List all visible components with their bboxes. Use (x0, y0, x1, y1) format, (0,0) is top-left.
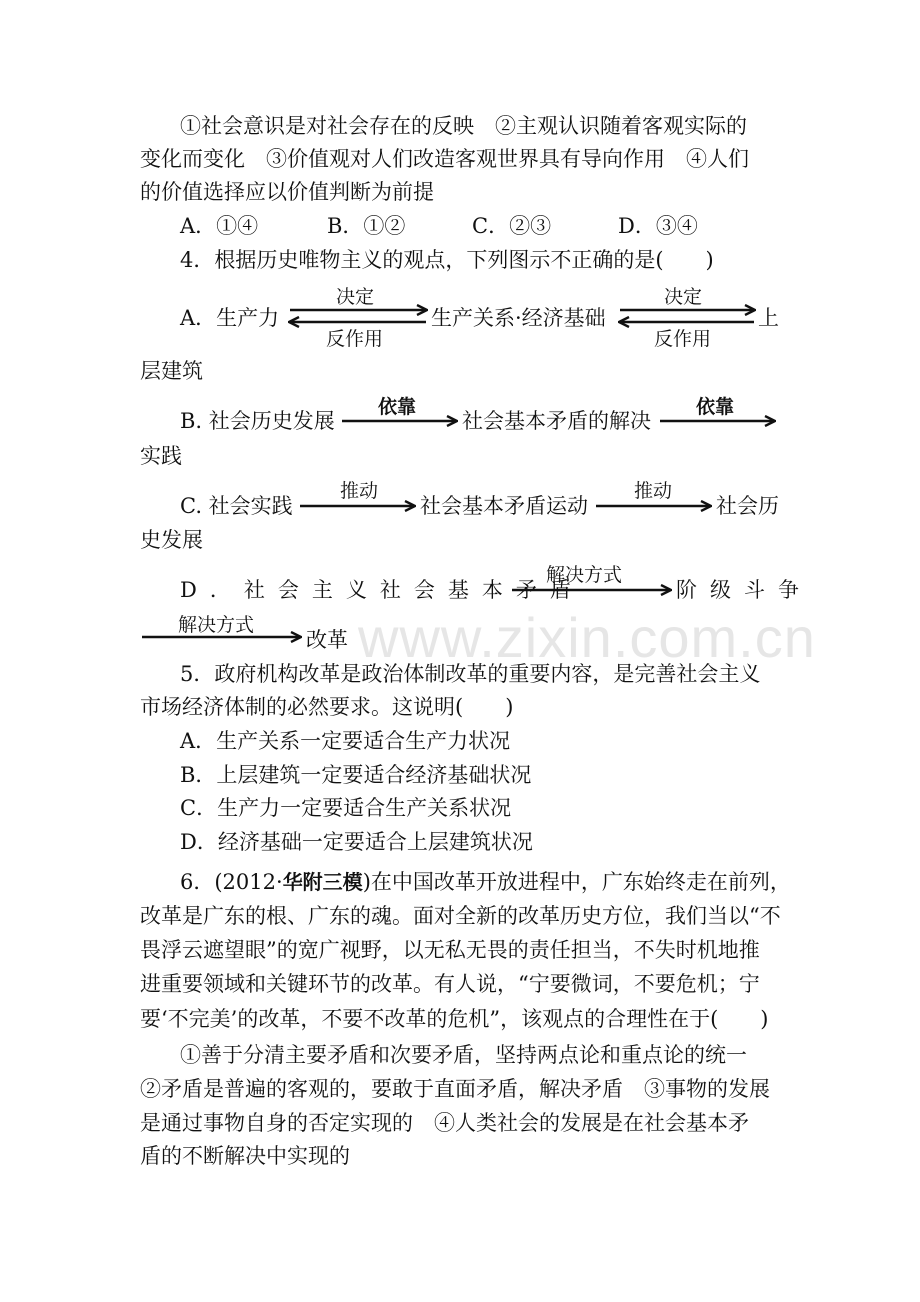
q3-option-c: C．②③ (472, 214, 552, 238)
q3-option-b: B．①② (327, 214, 406, 238)
q4-a-top-label-2: 决定 (664, 286, 703, 308)
q4-b-prefix: B. 社会历史发展 (180, 409, 335, 433)
q6-stem-line5: 要‘不完美’的改革，不要不改革的危机”，该观点的合理性在于( ) (140, 1007, 769, 1031)
q6-stem-line4: 进重要领域和关键环节的改革。有人说，“宁要微词，不要危机；宁 (140, 972, 760, 996)
q4-a-node2: 生产关系·经济基础 (431, 306, 606, 330)
q5-option-c: C．生产力一定要适合生产关系状况 (180, 796, 512, 820)
q4-b-label-1: 依靠 (378, 396, 417, 418)
q4-a-bottom-label-1: 反作用 (326, 328, 384, 350)
q6-statements-line1: ①善于分清主要矛盾和次要矛盾，坚持两点论和重点论的统一 (180, 1043, 747, 1067)
q6-stem-line2: 改革是广东的根、广东的魂。面对全新的改革历史方位，我们当以“不 (140, 904, 781, 928)
q3-option-a: A．①④ (180, 214, 259, 238)
q6-statements-line2: ②矛盾是普遍的客观的，要敢于直面矛盾，解决矛盾 ③事物的发展 (140, 1077, 770, 1101)
q4-d-label-1: 解决方式 (546, 564, 623, 586)
q4-a-prefix: A．生产力 (180, 306, 280, 330)
q3-statements-line3: 的价值选择应以价值判断为前提 (140, 180, 434, 204)
q5-option-b: B．上层建筑一定要适合经济基础状况 (180, 763, 532, 787)
q6-stem-line1 (180, 866, 791, 899)
q5-stem-line2: 市场经济体制的必然要求。这说明( ) (140, 695, 514, 719)
q5-option-a: A．生产关系一定要适合生产力状况 (180, 729, 511, 753)
q4-c-node3: 社会历 (716, 494, 779, 518)
watermark: www.zixin.com.cn (358, 606, 816, 669)
q6-number: 6．(2012· (180, 870, 283, 894)
q4-c-tail: 史发展 (140, 528, 203, 552)
q4-b-node2: 社会基本矛盾的解决 (462, 409, 651, 433)
q6-statements-line3: 是通过事物自身的否定实现的 ④人类社会的发展是在社会基本矛 (140, 1111, 749, 1135)
q4-a-node3: 上 (758, 306, 779, 330)
q4-d-tail: 改革 (306, 628, 348, 652)
q5-stem-line1: 5．政府机构改革是政治体制改革的重要内容，是完善社会主义 (180, 662, 761, 686)
q6-stem-line3: 畏浮云遮望眼”的宽广视野，以无私无畏的责任担当，不失时机地推 (140, 938, 760, 962)
q4-a-top-label-1: 决定 (336, 286, 375, 308)
q3-statements-line2: 变化而变化 ③价值观对人们改造客观世界具有导向作用 ④人们 (140, 147, 749, 171)
q4-b-label-2: 依靠 (696, 396, 735, 418)
q4-d-prefix: D．社会主义社会基本矛盾 (180, 578, 584, 602)
q3-statements-line1: ①社会意识是对社会存在的反映 ②主观认识随着客观实际的 (180, 114, 747, 138)
q4-d-node2: 阶级斗争 (676, 578, 812, 602)
q4-a-bottom-label-2: 反作用 (654, 328, 712, 350)
q4-a-tail: 层建筑 (140, 359, 203, 383)
q4-stem: 4．根据历史唯物主义的观点，下列图示不正确的是( ) (180, 248, 714, 272)
q4-c-label-2: 推动 (634, 480, 673, 502)
q4-c-prefix: C. 社会实践 (180, 494, 293, 518)
q4-d-label-2: 解决方式 (178, 614, 255, 636)
q5-option-d: D．经济基础一定要适合上层建筑状况 (180, 830, 533, 854)
q3-option-d: D．③④ (618, 214, 698, 238)
q6-source: 华附三模 (282, 870, 363, 894)
q4-c-node2: 社会基本矛盾运动 (420, 494, 588, 518)
q4-b-tail: 实践 (140, 444, 182, 468)
q6-stem-line1-rest: )在中国改革开放进程中，广东始终走在前列， (362, 870, 791, 894)
q4-c-label-1: 推动 (340, 480, 379, 502)
q6-statements-line4: 盾的不断解决中实现的 (140, 1144, 350, 1168)
